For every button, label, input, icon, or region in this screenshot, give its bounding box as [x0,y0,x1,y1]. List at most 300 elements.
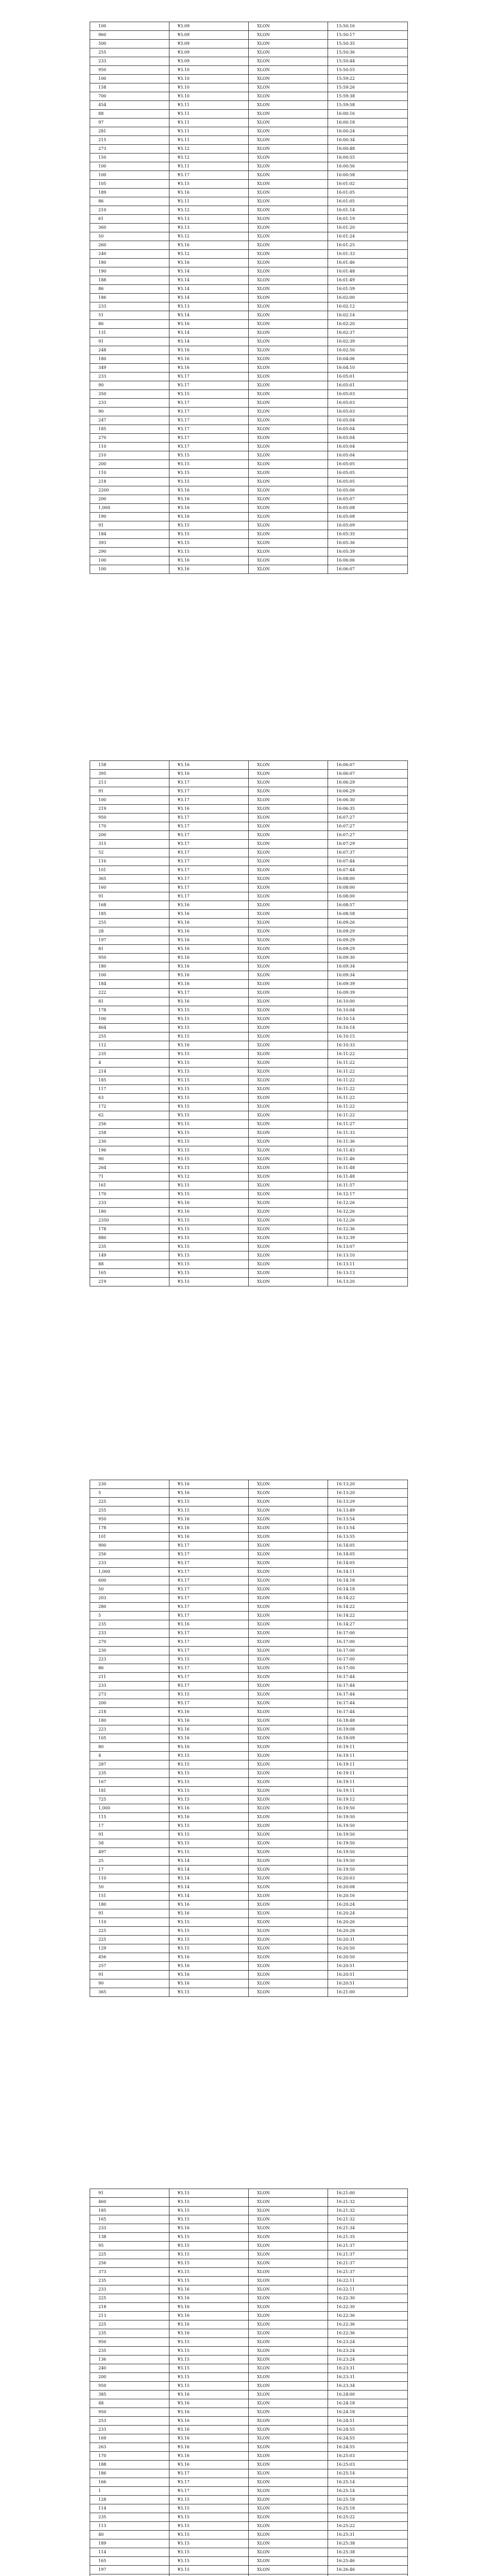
table-row [90,884,408,892]
venue-cell: XLON [249,1164,328,1173]
shares-cell: 100 [90,162,169,171]
price-cell: ¥3.15 [169,1120,249,1129]
price-cell: ¥3.17 [169,1550,249,1559]
price-cell: ¥3.12 [169,1173,249,1181]
table-row [90,997,408,1006]
venue-cell: XLON [249,162,328,171]
venue-cell: XLON [249,1251,328,1260]
venue-cell: XLON [249,901,328,910]
table-row [90,2224,408,2233]
venue-cell: XLON [249,1839,328,1848]
time-cell: 16:11:22 [328,1076,408,1085]
time-cell: 16:19:11 [328,1743,408,1752]
shares-cell: 281 [90,127,169,136]
table-row [90,2294,408,2303]
time-cell: 16:21:32 [328,2207,408,2215]
table-row [90,2426,408,2434]
venue-cell: XLON [249,110,328,118]
time-cell: 16:07:44 [328,866,408,875]
shares-cell: 233 [90,2285,169,2294]
table-row [90,1717,408,1725]
time-cell: 16:09:29 [328,945,408,954]
table-row [90,1146,408,1155]
venue-cell: XLON [249,1243,328,1251]
venue-cell: XLON [249,1050,328,1059]
price-cell: ¥3.16 [169,504,249,513]
price-cell: ¥3.16 [169,945,249,954]
shares-cell: 255 [90,1032,169,1041]
table-row [90,478,408,486]
shares-cell: 71 [90,1173,169,1181]
price-cell: ¥3.15 [169,530,249,539]
table-row [90,1725,408,1734]
shares-cell: 40 [90,2531,169,2539]
shares-cell: 235 [90,1769,169,1778]
price-cell: ¥3.15 [169,1936,249,1944]
table-row [90,425,408,434]
venue-cell: XLON [249,565,328,574]
table-row [90,1839,408,1848]
time-cell: 16:19:50 [328,1857,408,1866]
venue-cell: XLON [249,1269,328,1278]
price-cell: ¥3.17 [169,425,249,434]
shares-cell: 170 [90,1190,169,1199]
time-cell: 16:19:50 [328,1831,408,1839]
venue-cell: XLON [249,57,328,66]
venue-cell: XLON [249,1559,328,1568]
shares-cell: 273 [90,1690,169,1699]
venue-cell: XLON [249,364,328,372]
shares-cell: 110 [90,469,169,478]
price-cell: ¥3.17 [169,1699,249,1708]
time-cell: 16:20:24 [328,1901,408,1909]
table-row [90,1024,408,1032]
shares-cell: 219 [90,1278,169,1286]
price-cell: ¥3.17 [169,1664,249,1673]
venue-cell: XLON [249,1752,328,1760]
table-row [90,796,408,805]
shares-cell: 233 [90,302,169,311]
venue-cell: XLON [249,399,328,408]
time-cell: 16:21:32 [328,2215,408,2224]
shares-cell: 185 [90,1076,169,1085]
shares-cell: 91 [90,892,169,901]
price-cell: ¥3.10 [169,83,249,92]
time-cell: 16:10:33 [328,1041,408,1050]
time-cell: 16:05:05 [328,469,408,478]
price-cell: ¥3.09 [169,22,249,31]
venue-cell: XLON [249,460,328,469]
time-cell: 16:05:35 [328,530,408,539]
table-row [90,486,408,495]
time-cell: 16:25:18 [328,2504,408,2513]
table-row [90,1515,408,1524]
price-cell: ¥3.11 [169,127,249,136]
price-cell: ¥3.17 [169,1682,249,1690]
table-row [90,945,408,954]
venue-cell: XLON [249,372,328,381]
time-cell: 16:20:16 [328,1892,408,1901]
price-cell: ¥3.15 [169,1655,249,1664]
time-cell: 16:08:57 [328,901,408,910]
time-cell: 16:10:14 [328,1015,408,1024]
venue-cell: XLON [249,1769,328,1778]
table-row [90,565,408,574]
shares-cell: 91 [90,337,169,346]
venue-cell: XLON [249,1585,328,1594]
time-cell: 16:14:27 [328,1620,408,1629]
price-cell: ¥3.14 [169,311,249,320]
shares-cell: 186 [90,294,169,302]
price-cell: ¥3.15 [169,1015,249,1024]
table-row [90,372,408,381]
shares-cell: 80 [90,1743,169,1752]
shares-cell: 48 [90,2399,169,2408]
shares-cell: 181 [90,1787,169,1795]
table-row [90,1848,408,1857]
time-cell: 16:20:28 [328,1927,408,1936]
shares-cell: 190 [90,267,169,276]
shares-cell: 185 [90,2207,169,2215]
time-cell: 16:11:22 [328,1059,408,1067]
price-cell: ¥3.16 [169,1524,249,1533]
time-cell: 16:24:55 [328,2434,408,2443]
price-cell: ¥3.14 [169,285,249,294]
table-row [90,2268,408,2277]
venue-cell: XLON [249,857,328,866]
time-cell: 16:05:05 [328,460,408,469]
price-cell: ¥3.17 [169,1585,249,1594]
price-cell: ¥3.17 [169,434,249,443]
venue-cell: XLON [249,66,328,75]
price-cell: ¥3.15 [169,2268,249,2277]
price-cell: ¥3.16 [169,1743,249,1752]
time-cell: 16:14:22 [328,1612,408,1620]
venue-cell: XLON [249,390,328,399]
shares-cell: 235 [90,1243,169,1251]
price-cell: ¥3.09 [169,40,249,48]
venue-cell: XLON [249,1682,328,1690]
shares-cell: 88 [90,1260,169,1269]
time-cell: 16:05:06 [328,486,408,495]
price-cell: ¥3.14 [169,267,249,276]
shares-cell: 169 [90,2434,169,2443]
time-cell: 16:21:37 [328,2268,408,2277]
venue-cell: XLON [249,2426,328,2434]
table-row [90,127,408,136]
venue-cell: XLON [249,814,328,822]
shares-cell: 180 [90,259,169,267]
price-cell: ¥3.15 [169,1506,249,1515]
shares-cell: 880 [90,1234,169,1243]
price-cell: ¥3.16 [169,2443,249,2452]
venue-cell: XLON [249,1892,328,1901]
venue-cell: XLON [249,206,328,215]
shares-cell: 200 [90,495,169,504]
table-row [90,22,408,31]
price-cell: ¥3.14 [169,276,249,285]
shares-cell: 222 [90,989,169,997]
venue-cell: XLON [249,2522,328,2531]
price-cell: ¥3.15 [169,2259,249,2268]
time-cell: 16:00:16 [328,110,408,118]
time-cell: 16:11:48 [328,1164,408,1173]
time-cell: 15:50:44 [328,57,408,66]
shares-cell: 256 [90,2259,169,2268]
time-cell: 16:25:03 [328,2452,408,2461]
price-cell: ¥3.16 [169,1953,249,1962]
shares-cell: 196 [90,1146,169,1155]
table-row [90,831,408,840]
price-cell: ¥3.16 [169,189,249,197]
price-cell: ¥3.12 [169,206,249,215]
table-row [90,110,408,118]
time-cell: 15:59:58 [328,101,408,110]
time-cell: 16:20:51 [328,1979,408,1988]
table-row [90,1103,408,1111]
price-cell: ¥3.16 [169,1971,249,1979]
time-cell: 16:01:49 [328,276,408,285]
shares-cell: 52 [90,849,169,857]
time-cell: 16:05:07 [328,495,408,504]
shares-cell: 385 [90,2391,169,2399]
table-row [90,2391,408,2399]
time-cell: 16:08:58 [328,910,408,919]
venue-cell: XLON [249,2417,328,2426]
table-row [90,2329,408,2338]
time-cell: 16:12:26 [328,1199,408,1208]
price-cell: ¥3.17 [169,857,249,866]
time-cell: 16:19:50 [328,1839,408,1848]
time-cell: 16:04:10 [328,364,408,372]
shares-cell: 233 [90,1629,169,1638]
shares-cell: 2350 [90,1216,169,1225]
venue-cell: XLON [249,831,328,840]
venue-cell: XLON [249,2224,328,2233]
venue-cell: XLON [249,2548,328,2557]
time-cell: 16:12:39 [328,1234,408,1243]
shares-cell: 235 [90,2277,169,2285]
table-row [90,2189,408,2198]
trade-table-page-1 [90,22,407,574]
table-row [90,250,408,259]
shares-cell: 100 [90,1015,169,1024]
price-cell: ¥3.17 [169,849,249,857]
time-cell: 16:07:37 [328,849,408,857]
time-cell: 16:05:01 [328,372,408,381]
table-row [90,346,408,355]
time-cell: 16:05:04 [328,451,408,460]
time-cell: 16:09:34 [328,971,408,980]
shares-cell: 213 [90,2312,169,2320]
time-cell: 16:20:51 [328,1962,408,1971]
table-row [90,1568,408,1577]
time-cell: 16:25:38 [328,2548,408,2557]
time-cell: 16:13:20 [328,1489,408,1498]
price-cell: ¥3.15 [169,469,249,478]
time-cell: 16:17:44 [328,1673,408,1682]
time-cell: 16:20:50 [328,1953,408,1962]
price-cell: ¥3.15 [169,2496,249,2504]
shares-cell: 214 [90,1067,169,1076]
shares-cell: 86 [90,197,169,206]
price-cell: ¥3.17 [169,1638,249,1647]
venue-cell: XLON [249,989,328,997]
venue-cell: XLON [249,954,328,962]
time-cell: 16:09:30 [328,954,408,962]
price-cell: ¥3.17 [169,381,249,390]
time-cell: 16:21:00 [328,1988,408,1997]
venue-cell: XLON [249,1944,328,1953]
price-cell: ¥3.15 [169,2242,249,2250]
price-cell: ¥3.17 [169,840,249,849]
table-row [90,1699,408,1708]
price-cell: ¥3.17 [169,416,249,425]
price-cell: ¥3.17 [169,2487,249,2496]
venue-cell: XLON [249,2487,328,2496]
table-row [90,83,408,92]
shares-cell: 950 [90,2382,169,2391]
table-row [90,1988,408,1997]
table-row [90,1953,408,1962]
table-row [90,2461,408,2469]
price-cell: ¥3.15 [169,2355,249,2364]
table-row [90,267,408,276]
price-cell: ¥3.15 [169,1822,249,1831]
shares-cell: 200 [90,1699,169,1708]
trade-table-page-2 [90,760,407,1286]
table-row [90,1874,408,1883]
time-cell: 16:17:00 [328,1655,408,1664]
table-row [90,1032,408,1041]
price-cell: ¥3.15 [169,1234,249,1243]
shares-cell: 88 [90,110,169,118]
venue-cell: XLON [249,805,328,814]
time-cell: 16:07:44 [328,857,408,866]
price-cell: ¥3.15 [169,1190,249,1199]
table-row [90,1506,408,1515]
shares-cell: 81 [90,997,169,1006]
venue-cell: XLON [249,875,328,884]
table-row [90,857,408,866]
shares-cell: 97 [90,118,169,127]
shares-cell: 230 [90,1480,169,1489]
time-cell: 16:22:36 [328,2312,408,2320]
time-cell: 16:01:48 [328,267,408,276]
venue-cell: XLON [249,2198,328,2207]
venue-cell: XLON [249,2285,328,2294]
table-row [90,2522,408,2531]
time-cell: 16:13:10 [328,1251,408,1260]
venue-cell: XLON [249,1638,328,1647]
time-cell: 16:25:38 [328,2539,408,2548]
venue-cell: XLON [249,1857,328,1866]
table-row [90,1155,408,1164]
table-row [90,2539,408,2548]
price-cell: ¥3.15 [169,2198,249,2207]
table-row [90,2478,408,2487]
venue-cell [249,2574,328,2576]
shares-cell: 233 [90,1559,169,1568]
shares-cell: 454 [90,101,169,110]
venue-cell: XLON [249,1909,328,1918]
price-cell: ¥3.16 [169,770,249,778]
shares-cell: 270 [90,434,169,443]
time-cell: 16:06:06 [328,556,408,565]
time-cell: 16:24:51 [328,2417,408,2426]
venue-cell: XLON [249,1533,328,1541]
table-row [90,556,408,565]
price-cell: ¥3.16 [169,1962,249,1971]
price-cell: ¥3.16 [169,1489,249,1498]
price-cell: ¥3.15 [169,2233,249,2242]
time-cell: 16:26:46 [328,2566,408,2574]
table-row [90,778,408,787]
price-cell: ¥3.15 [169,1050,249,1059]
table-row [90,2531,408,2539]
venue-cell: XLON [249,1550,328,1559]
shares-cell: 215 [90,136,169,145]
time-cell: 16:12:17 [328,1190,408,1199]
price-cell: ¥3.16 [169,2285,249,2294]
shares-cell: 235 [90,2347,169,2355]
shares-cell: 700 [90,92,169,101]
price-cell: ¥3.15 [169,1129,249,1138]
venue-cell: XLON [249,2364,328,2373]
trades-table [90,22,408,574]
shares-cell: 188 [90,2461,169,2469]
price-cell: ¥3.14 [169,329,249,337]
time-cell: 16:19:11 [328,1778,408,1787]
time-cell: 16:25:03 [328,2461,408,2469]
price-cell: ¥3.15 [169,1146,249,1155]
price-cell: ¥3.17 [169,989,249,997]
shares-cell: 86 [90,1664,169,1673]
price-cell: ¥3.16 [169,1813,249,1822]
shares-cell: 500 [90,40,169,48]
shares-cell: 264 [90,1164,169,1173]
time-cell: 16:19:11 [328,1752,408,1760]
price-cell: ¥3.15 [169,1690,249,1699]
price-cell: ¥3.15 [169,478,249,486]
time-cell: 16:06:07 [328,761,408,770]
venue-cell: XLON [249,2250,328,2259]
shares-cell: 185 [90,910,169,919]
time-cell: 16:12:26 [328,1216,408,1225]
price-cell: ¥3.16 [169,1041,249,1050]
price-cell: ¥3.15 [169,2566,249,2574]
venue-cell: XLON [249,1524,328,1533]
table-row [90,2452,408,2461]
table-row [90,1173,408,1181]
venue-cell: XLON [249,48,328,57]
price-cell: ¥3.15 [169,1085,249,1094]
venue-cell: XLON [249,180,328,189]
table-row [90,1927,408,1936]
table-row [90,971,408,980]
venue-cell: XLON [249,1594,328,1603]
shares-cell: 86 [90,320,169,329]
venue-cell: XLON [249,971,328,980]
price-cell: ¥3.11 [169,136,249,145]
table-row [90,1138,408,1146]
time-cell: 16:11:43 [328,1146,408,1155]
shares-cell: 315 [90,840,169,849]
price-cell: ¥3.15 [169,1094,249,1103]
price-cell [169,2574,249,2576]
shares-cell: 950 [90,2338,169,2347]
shares-cell: 5 [90,1612,169,1620]
